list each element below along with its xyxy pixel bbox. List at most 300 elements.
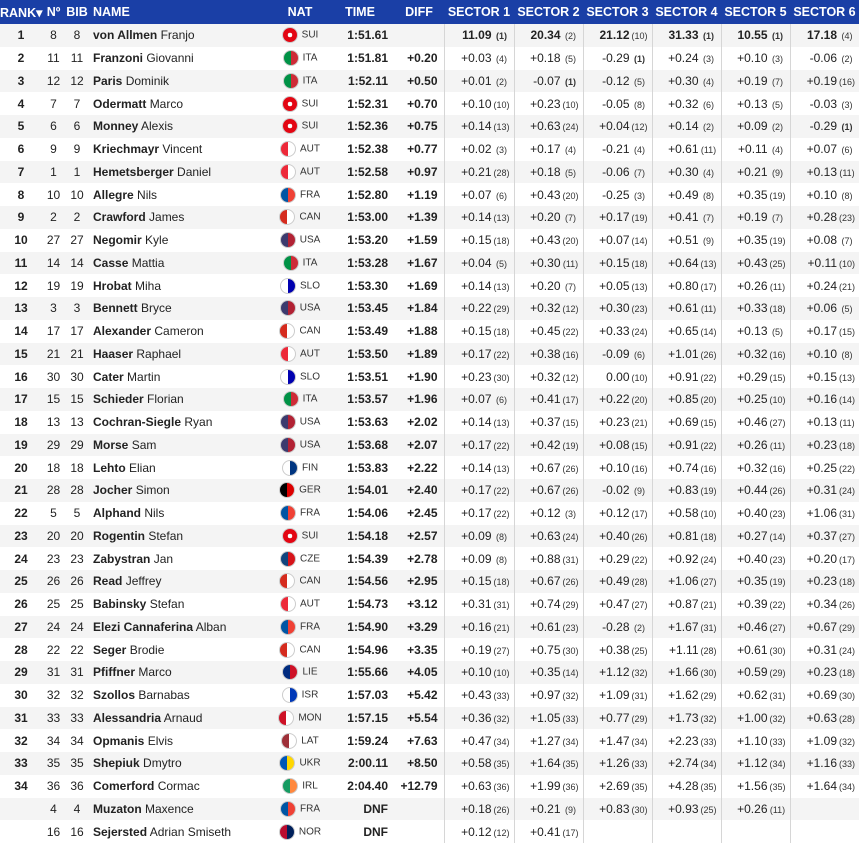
nation-cell: [274, 707, 326, 730]
athlete-name[interactable]: [89, 456, 274, 479]
table-row[interactable]: [0, 479, 859, 502]
table-row[interactable]: [0, 206, 859, 229]
sector-5-cell: [721, 820, 790, 843]
no-cell: 25: [42, 593, 65, 616]
athlete-name[interactable]: [89, 661, 274, 684]
table-row[interactable]: [0, 798, 859, 821]
bib-cell: 4: [65, 798, 89, 821]
sector-time: -0.21: [602, 142, 630, 157]
sector-time: -0.09: [602, 346, 630, 361]
sector-6-cell: [790, 92, 859, 115]
table-row[interactable]: [0, 92, 859, 115]
sector-rank: (10): [493, 99, 510, 110]
sector-6-cell: [790, 115, 859, 138]
table-row[interactable]: [0, 729, 859, 752]
sector-4-cell: [652, 570, 721, 593]
sector-1-cell: [444, 502, 514, 525]
sector-3-cell: [583, 456, 652, 479]
sector-1-cell: [444, 593, 514, 616]
athlete-name[interactable]: [89, 161, 274, 184]
sector-4-cell: [652, 798, 721, 821]
athlete-name[interactable]: [89, 274, 274, 297]
sector-rank: (22): [838, 463, 855, 474]
table-row[interactable]: [0, 229, 859, 252]
sector-time: +0.41: [530, 392, 561, 407]
rank-cell: 30: [0, 684, 42, 707]
sector-rank: (18): [838, 440, 855, 451]
sector-time: +0.43: [530, 233, 561, 248]
sector-rank: (14): [769, 531, 786, 542]
sector-time: +0.85: [668, 392, 699, 407]
sector-2-cell: [514, 24, 583, 47]
sector-4-cell: [652, 92, 721, 115]
sector-rank: (31): [700, 622, 717, 633]
sector-rank: (22): [769, 600, 786, 611]
last-name: Rogentin: [93, 528, 145, 543]
sector-rank: (19): [769, 577, 786, 588]
col-diff-header[interactable]: DIFF: [394, 0, 444, 24]
sector-3-cell: [583, 502, 652, 525]
first-name: Stefan: [149, 597, 185, 612]
athlete-name[interactable]: [89, 752, 274, 775]
sector-6-cell: [790, 411, 859, 434]
time-cell: 1:55.66: [326, 661, 394, 684]
sector-6-cell: [790, 343, 859, 366]
col-time-header[interactable]: TIME: [326, 0, 394, 24]
sector-rank: (10): [838, 258, 855, 269]
rank-cell: 17: [0, 388, 42, 411]
athlete-name[interactable]: [89, 707, 274, 730]
flag-icon: [283, 73, 299, 89]
sector-rank: (17): [700, 281, 717, 292]
table-row[interactable]: [0, 434, 859, 457]
sector-5-cell: [721, 729, 790, 752]
sector-rank: (22): [493, 486, 510, 497]
sector-4-cell: [652, 115, 721, 138]
flag-icon: [282, 687, 298, 703]
sector-rank: (11): [769, 440, 786, 451]
sector-rank: (27): [838, 531, 855, 542]
athlete-name[interactable]: [89, 502, 274, 525]
sector-time: +0.97: [530, 688, 561, 703]
athlete-name[interactable]: [89, 547, 274, 570]
athlete-name[interactable]: [89, 365, 274, 388]
rank-cell: 27: [0, 616, 42, 639]
table-row[interactable]: [0, 570, 859, 593]
sector-4-cell: [652, 161, 721, 184]
sector-time: +0.51: [668, 233, 699, 248]
header-row: [0, 0, 859, 24]
sector-time: +0.20: [806, 551, 837, 566]
nation-code: ISR: [301, 689, 319, 701]
col-no-header[interactable]: Nº: [42, 0, 65, 24]
diff-cell: +1.67: [394, 252, 444, 275]
sector-time: +0.17: [599, 210, 630, 225]
sector-time: +0.83: [668, 483, 699, 498]
sector-time: +0.91: [668, 369, 699, 384]
first-name: Raphael: [136, 346, 182, 361]
col-sector-6-header[interactable]: SECTOR 6: [790, 0, 859, 24]
sector-time: +0.24: [806, 278, 837, 293]
time-cell: 1:54.18: [326, 525, 394, 548]
sector-rank: (2): [565, 31, 576, 42]
sector-2-cell: [514, 593, 583, 616]
last-name: von Allmen: [93, 28, 158, 43]
col-rank-header[interactable]: [0, 0, 42, 24]
col-bib-header[interactable]: BIB: [65, 0, 89, 24]
sector-rank: (2): [772, 122, 783, 133]
diff-cell: +2.57: [394, 525, 444, 548]
sector-time: +0.16: [461, 619, 492, 634]
sector-1-cell: [444, 616, 514, 639]
sector-4-cell: [652, 547, 721, 570]
col-sector-2-header[interactable]: SECTOR 2: [514, 0, 583, 24]
time-cell: 1:53.83: [326, 456, 394, 479]
sector-rank: (32): [838, 736, 855, 747]
athlete-name[interactable]: [89, 343, 274, 366]
bib-cell: 18: [65, 456, 89, 479]
sector-time: +0.03: [461, 51, 492, 66]
nation-code: USA: [299, 416, 321, 428]
bib-cell: 29: [65, 434, 89, 457]
table-row[interactable]: [0, 70, 859, 93]
first-name: Alban: [195, 619, 227, 634]
sector-time: +0.45: [530, 324, 561, 339]
sector-6-cell: [790, 525, 859, 548]
sector-time: +0.15: [599, 255, 630, 270]
sector-time: +0.33: [599, 324, 630, 339]
sector-3-cell: [583, 479, 652, 502]
flag-icon: [279, 642, 295, 658]
sector-3-cell: [583, 525, 652, 548]
sector-time: +1.26: [599, 756, 630, 771]
sector-time: +0.67: [806, 619, 837, 634]
table-row[interactable]: [0, 456, 859, 479]
sector-rank: (2): [496, 76, 507, 87]
athlete-name[interactable]: [89, 206, 274, 229]
flag-icon: [280, 801, 296, 817]
sector-6-cell: [790, 820, 859, 843]
sector-time: +0.37: [530, 415, 561, 430]
sector-5-cell: [721, 707, 790, 730]
sector-time: +0.15: [806, 369, 837, 384]
nation-cell: [274, 229, 326, 252]
col-nat-header[interactable]: NAT: [274, 0, 326, 24]
time-cell: 1:54.39: [326, 547, 394, 570]
rank-cell: 13: [0, 297, 42, 320]
time-cell: 1:53.57: [326, 388, 394, 411]
sector-rank: (3): [841, 99, 853, 110]
athlete-name[interactable]: [89, 570, 274, 593]
table-row[interactable]: [0, 138, 859, 161]
bib-cell: 10: [65, 183, 89, 206]
time-cell: 1:52.36: [326, 115, 394, 138]
sector-rank: (4): [772, 145, 783, 156]
flag-icon: [279, 573, 295, 589]
diff-cell: +5.42: [394, 684, 444, 707]
sector-5-cell: [721, 183, 790, 206]
athlete-name[interactable]: [89, 729, 274, 752]
sector-time: +0.16: [806, 392, 837, 407]
sector-5-cell: [721, 616, 790, 639]
table-row[interactable]: [0, 47, 859, 70]
athlete-name[interactable]: [89, 434, 274, 457]
table-row[interactable]: [0, 593, 859, 616]
sector-rank: (21): [700, 600, 717, 611]
sector-1-cell: [444, 206, 514, 229]
sector-time: +0.91: [668, 437, 699, 452]
sector-rank: (13): [493, 463, 510, 474]
sector-rank: (16): [769, 349, 786, 360]
sector-2-cell: [514, 320, 583, 343]
nation-code: AUT: [300, 143, 320, 155]
sector-rank: (17): [562, 827, 579, 838]
sector-rank: (31): [769, 691, 786, 702]
sector-time: +0.02: [461, 142, 492, 157]
sector-6-cell: [790, 661, 859, 684]
table-row[interactable]: [0, 343, 859, 366]
athlete-name[interactable]: [89, 820, 274, 843]
sector-time: +0.27: [737, 528, 768, 543]
table-row[interactable]: [0, 320, 859, 343]
sector-time: +0.21: [530, 801, 561, 816]
sector-5-cell: [721, 502, 790, 525]
sector-time: +0.11: [807, 255, 837, 270]
time-cell: 1:53.45: [326, 297, 394, 320]
sector-time: +0.87: [668, 597, 699, 612]
table-row[interactable]: [0, 820, 859, 843]
no-cell: 10: [42, 183, 65, 206]
athlete-name[interactable]: [89, 479, 274, 502]
athlete-name[interactable]: [89, 47, 274, 70]
sector-2-cell: [514, 798, 583, 821]
athlete-name[interactable]: [89, 138, 274, 161]
first-name: Brodie: [129, 642, 165, 657]
sector-4-cell: [652, 229, 721, 252]
rank-cell: 14: [0, 320, 42, 343]
sector-time: +0.10: [737, 51, 768, 66]
nation-cell: [274, 47, 326, 70]
col-sector-5-header[interactable]: SECTOR 5: [721, 0, 790, 24]
sector-rank: (6): [496, 190, 507, 201]
sector-rank: (14): [700, 327, 717, 338]
sector-rank: (28): [700, 645, 717, 656]
table-row[interactable]: [0, 411, 859, 434]
athlete-name[interactable]: [89, 638, 274, 661]
rank-cell: 10: [0, 229, 42, 252]
first-name: Miha: [135, 278, 162, 293]
sector-time: +1.66: [668, 665, 699, 680]
table-row[interactable]: [0, 775, 859, 798]
flag-icon: [280, 596, 296, 612]
col-sector-1-header[interactable]: SECTOR 1: [444, 0, 514, 24]
sector-time: +0.43: [737, 255, 768, 270]
sector-rank: (34): [562, 736, 579, 747]
sector-time: +0.63: [530, 528, 561, 543]
bib-cell: 33: [65, 707, 89, 730]
diff-cell: +4.05: [394, 661, 444, 684]
table-row[interactable]: [0, 547, 859, 570]
table-row[interactable]: [0, 684, 859, 707]
sector-rank: (11): [562, 258, 579, 269]
sector-2-cell: [514, 70, 583, 93]
athlete-name[interactable]: [89, 183, 274, 206]
bib-cell: 23: [65, 547, 89, 570]
sector-rank: (12): [562, 304, 579, 315]
sector-rank: (35): [700, 782, 717, 793]
bib-cell: 31: [65, 661, 89, 684]
sector-time: +1.62: [668, 688, 699, 703]
sector-rank: (4): [634, 145, 645, 156]
time-cell: 1:53.68: [326, 434, 394, 457]
sector-rank: (26): [838, 600, 855, 611]
sector-rank: (24): [631, 327, 648, 338]
sector-6-cell: [790, 570, 859, 593]
sector-time: +0.81: [668, 528, 699, 543]
rank-cell: 18: [0, 411, 42, 434]
sector-rank: (32): [700, 713, 717, 724]
table-row[interactable]: [0, 297, 859, 320]
table-row[interactable]: [0, 502, 859, 525]
sector-6-cell: [790, 456, 859, 479]
athlete-name[interactable]: [89, 115, 274, 138]
flag-icon: [280, 551, 296, 567]
athlete-name[interactable]: [89, 24, 274, 47]
sector-rank: (19): [631, 213, 648, 224]
table-row[interactable]: [0, 115, 859, 138]
table-row[interactable]: [0, 525, 859, 548]
sector-time: -0.29: [809, 119, 837, 134]
last-name: Read: [93, 574, 123, 589]
sector-2-cell: [514, 206, 583, 229]
sector-2-cell: [514, 638, 583, 661]
nation-code: AUT: [300, 598, 320, 610]
no-cell: 35: [42, 752, 65, 775]
sector-1-cell: [444, 661, 514, 684]
nation-code: CAN: [299, 576, 321, 588]
last-name: Morse: [93, 437, 129, 452]
rank-cell: 2: [0, 47, 42, 70]
sector-time: +0.49: [668, 187, 699, 202]
col-name-header[interactable]: NAME: [89, 0, 274, 24]
table-row[interactable]: [0, 183, 859, 206]
sector-3-cell: [583, 161, 652, 184]
athlete-name[interactable]: [89, 411, 274, 434]
flag-icon: [280, 505, 296, 521]
last-name: Alexander: [93, 324, 152, 339]
sector-6-cell: [790, 684, 859, 707]
last-name: Shepiuk: [93, 756, 140, 771]
sector-time: +0.07: [806, 142, 837, 157]
sector-rank: (15): [631, 440, 648, 451]
sector-time: -0.02: [602, 483, 630, 498]
table-row[interactable]: [0, 638, 859, 661]
sector-rank: (15): [838, 327, 855, 338]
nation-code: UKR: [299, 758, 321, 770]
sector-4-cell: [652, 183, 721, 206]
sector-time: +0.15: [461, 233, 492, 248]
sector-2-cell: [514, 570, 583, 593]
last-name: Crawford: [93, 210, 146, 225]
sector-time: +0.07: [599, 233, 630, 248]
table-row[interactable]: [0, 161, 859, 184]
first-name: Mattia: [131, 255, 165, 270]
sector-rank: (24): [562, 531, 579, 542]
table-row[interactable]: [0, 707, 859, 730]
table-row[interactable]: [0, 661, 859, 684]
sector-5-cell: [721, 638, 790, 661]
sector-5-cell: [721, 593, 790, 616]
col-sector-4-header[interactable]: SECTOR 4: [652, 0, 721, 24]
table-row[interactable]: [0, 365, 859, 388]
table-row[interactable]: [0, 24, 859, 47]
sector-time: +0.12: [530, 506, 561, 521]
sector-1-cell: [444, 252, 514, 275]
athlete-name[interactable]: [89, 684, 274, 707]
sector-time: +0.32: [737, 460, 768, 475]
athlete-name[interactable]: [89, 70, 274, 93]
bib-cell: 15: [65, 388, 89, 411]
table-row[interactable]: [0, 616, 859, 639]
last-name: Szollos: [93, 688, 136, 703]
nation-code: CZE: [300, 553, 320, 565]
diff-cell: +2.95: [394, 570, 444, 593]
athlete-name[interactable]: [89, 229, 274, 252]
athlete-name[interactable]: [89, 525, 274, 548]
athlete-name[interactable]: [89, 798, 274, 821]
sector-rank: (31): [493, 600, 510, 611]
athlete-name[interactable]: [89, 388, 274, 411]
sector-rank: (35): [493, 759, 510, 770]
time-cell: 1:53.50: [326, 343, 394, 366]
athlete-name[interactable]: [89, 593, 274, 616]
bib-cell: 25: [65, 593, 89, 616]
sector-time: +0.19: [737, 210, 768, 225]
sector-rank: (4): [703, 76, 714, 87]
athlete-name[interactable]: [89, 92, 274, 115]
sector-time: +0.32: [737, 346, 768, 361]
sector-4-cell: [652, 593, 721, 616]
no-cell: 34: [42, 729, 65, 752]
sector-rank: (13): [493, 281, 510, 292]
table-row[interactable]: [0, 274, 859, 297]
sector-rank: (13): [493, 122, 510, 133]
sector-3-cell: [583, 229, 652, 252]
sector-3-cell: [583, 252, 652, 275]
nation-cell: [274, 115, 326, 138]
athlete-name[interactable]: [89, 775, 274, 798]
no-cell: 32: [42, 684, 65, 707]
athlete-name[interactable]: [89, 616, 274, 639]
athlete-name[interactable]: [89, 252, 274, 275]
col-sector-3-header[interactable]: SECTOR 3: [583, 0, 652, 24]
table-row[interactable]: [0, 388, 859, 411]
table-row[interactable]: [0, 252, 859, 275]
athlete-name[interactable]: [89, 297, 274, 320]
sector-4-cell: [652, 434, 721, 457]
table-row[interactable]: [0, 752, 859, 775]
sector-time: +1.10: [737, 733, 768, 748]
last-name: Alessandria: [93, 710, 162, 725]
sector-5-cell: [721, 138, 790, 161]
sector-time: +0.14: [668, 119, 699, 134]
no-cell: 33: [42, 707, 65, 730]
athlete-name[interactable]: [89, 320, 274, 343]
sector-rank: (23): [769, 554, 786, 565]
sector-time: +0.61: [737, 642, 768, 657]
no-cell: 16: [42, 820, 65, 843]
sector-time: +0.46: [737, 415, 768, 430]
